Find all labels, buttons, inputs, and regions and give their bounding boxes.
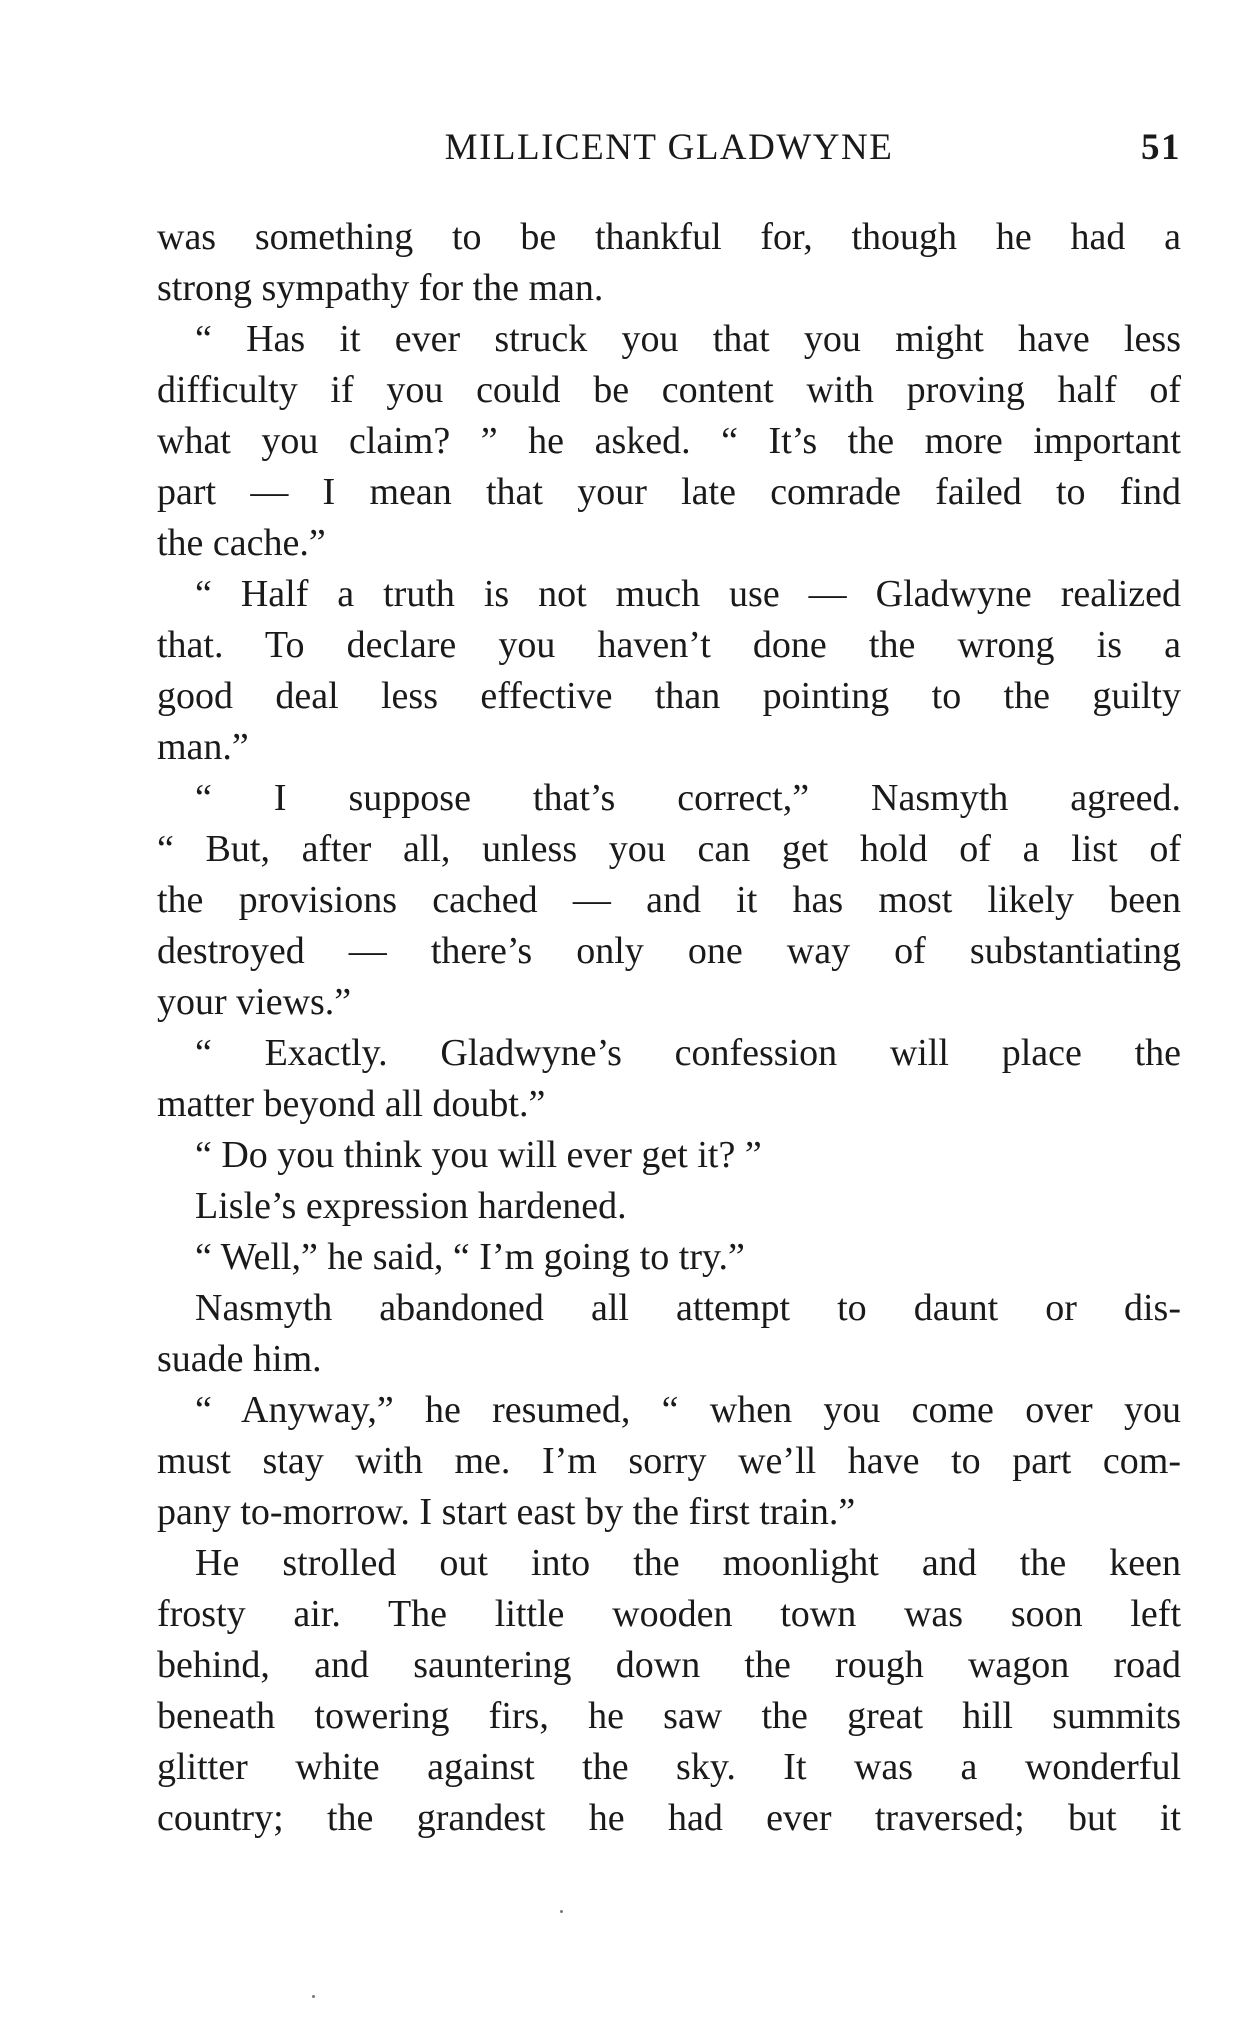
text-line: pany to-morrow. I start east by the first train.” (157, 1491, 856, 1533)
text-line: was something to be thankful for, though he had a (157, 216, 1181, 258)
text-line: country; the grandest he had ever traversed; but it (157, 1797, 1181, 1839)
text-line: “ But, after all, unless you can get hold of a list of (157, 828, 1181, 870)
text-line: beneath towering firs, he saw the great hill summits (157, 1695, 1181, 1737)
text-line: “ Anyway,” he resumed, “ when you come over you (195, 1389, 1181, 1431)
text-line: “ I suppose that’s correct,” Nasmyth agreed. (195, 777, 1181, 819)
text-line: strong sympathy for the man. (157, 267, 604, 309)
text-line: the cache.” (157, 522, 326, 564)
text-line: “ Half a truth is not much use — Gladwyne realized (195, 573, 1181, 615)
text-line: glitter white against the sky. It was a wonderful (157, 1746, 1181, 1788)
text-line: matter beyond all doubt.” (157, 1083, 546, 1125)
text-line: good deal less effective than pointing to the guilty (157, 675, 1181, 717)
text-line: “ Has it ever struck you that you might have less (195, 318, 1181, 360)
text-line: Lisle’s expression hardened. (195, 1185, 627, 1227)
text-line: part — I mean that your late comrade failed to find (157, 471, 1181, 513)
text-line: man.” (157, 726, 249, 768)
text-line: Nasmyth abandoned all attempt to daunt or dis- (195, 1287, 1181, 1329)
text-line: He strolled out into the moonlight and the keen (195, 1542, 1181, 1584)
text-line: the provisions cached — and it has most likely been (157, 879, 1181, 921)
text-line: “ Do you think you will ever get it? ” (195, 1134, 762, 1176)
text-line: “ Well,” he said, “ I’m going to try.” (195, 1236, 745, 1278)
paper-speck (560, 1910, 563, 1913)
running-head (157, 118, 1181, 178)
page-number: 51 (1141, 127, 1181, 168)
body-text (157, 212, 1181, 1844)
text-line: destroyed — there’s only one way of substantiating (157, 930, 1181, 972)
paper-speck (312, 1995, 315, 1998)
book-page (157, 118, 1181, 1844)
text-line: difficulty if you could be content with proving half of (157, 369, 1181, 411)
text-line: suade him. (157, 1338, 322, 1380)
text-line: your views.” (157, 981, 352, 1023)
text-line: that. To declare you haven’t done the wrong is a (157, 624, 1181, 666)
text-line: must stay with me. I’m sorry we’ll have to part com- (157, 1440, 1181, 1482)
text-line: “ Exactly. Gladwyne’s confession will place the (195, 1032, 1181, 1074)
text-line: what you claim? ” he asked. “ It’s the more important (157, 420, 1181, 462)
text-line: frosty air. The little wooden town was soon left (157, 1593, 1181, 1635)
running-title: MILLICENT GLADWYNE (444, 127, 894, 168)
text-line: behind, and sauntering down the rough wagon road (157, 1644, 1181, 1686)
